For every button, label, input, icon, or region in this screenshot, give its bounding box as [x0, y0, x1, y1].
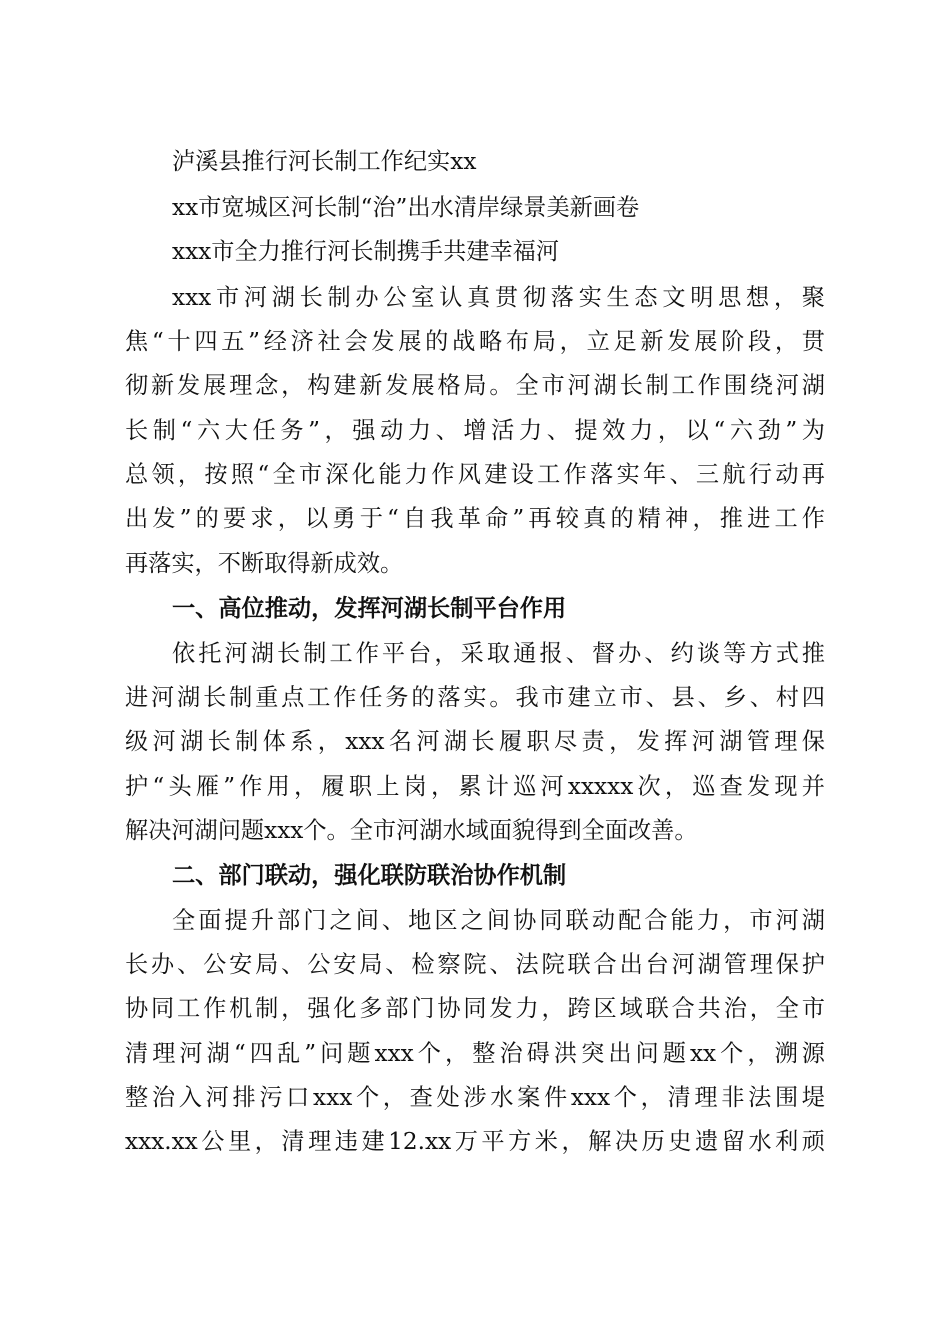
paragraph-line: 解决河湖问题xxx个。全市河湖水域面貌得到全面改善。	[125, 817, 698, 844]
paragraph-line: 长制“六大任务”，强动力、增活力、提效力，以“六劲”为	[125, 417, 825, 444]
paragraph-line: 进河湖长制重点工作任务的落实。我市建立市、县、乡、村四	[125, 684, 825, 711]
paragraph-line: xxx.xx公里，清理违建12.xx万平方米，解决历史遗留水利顽	[125, 1128, 825, 1155]
section-heading: 一、高位推动，发挥河湖长制平台作用	[172, 595, 567, 622]
paragraph-line: xxx市河湖长制办公室认真贯彻落实生态文明思想，聚	[172, 284, 825, 311]
paragraph-line: 协同工作机制，强化多部门协同发力，跨区域联合共治，全市	[125, 995, 825, 1022]
paragraph-line: 依托河湖长制工作平台，采取通报、督办、约谈等方式推	[172, 640, 825, 667]
paragraph-line: 长办、公安局、公安局、检察院、法院联合出台河湖管理保护	[125, 951, 825, 978]
paragraph-line: 再落实，不断取得新成效。	[125, 550, 404, 577]
title-line: xx市宽城区河长制“治”出水清岸绿景美新画卷	[172, 194, 640, 221]
paragraph-line: 总领，按照“全市深化能力作风建设工作落实年、三航行动再	[125, 461, 825, 488]
title-line: xxx市全力推行河长制携手共建幸福河	[172, 238, 560, 265]
paragraph-line: 焦“十四五”经济社会发展的战略布局，立足新发展阶段，贯	[125, 328, 825, 355]
paragraph-line: 护“头雁”作用，履职上岗，累计巡河xxxxx次，巡查发现并	[125, 773, 825, 800]
paragraph-line: 级河湖长制体系，xxx名河湖长履职尽责，发挥河湖管理保	[125, 728, 825, 755]
paragraph-line: 整治入河排污口xxx个，查处涉水案件xxx个，清理非法围堤	[125, 1084, 825, 1111]
paragraph-line: 全面提升部门之间、地区之间协同联动配合能力，市河湖	[172, 907, 825, 934]
section-heading: 二、部门联动，强化联防联治协作机制	[172, 862, 567, 889]
paragraph-line: 出发”的要求，以勇于“自我革命”再较真的精神，推进工作	[125, 505, 825, 532]
paragraph-line: 清理河湖“四乱”问题xxx个，整治碍洪突出问题xx个，溯源	[125, 1040, 825, 1067]
title-line: 泸溪县推行河长制工作纪实xx	[172, 148, 477, 175]
paragraph-line: 彻新发展理念，构建新发展格局。全市河湖长制工作围绕河湖	[125, 372, 825, 399]
